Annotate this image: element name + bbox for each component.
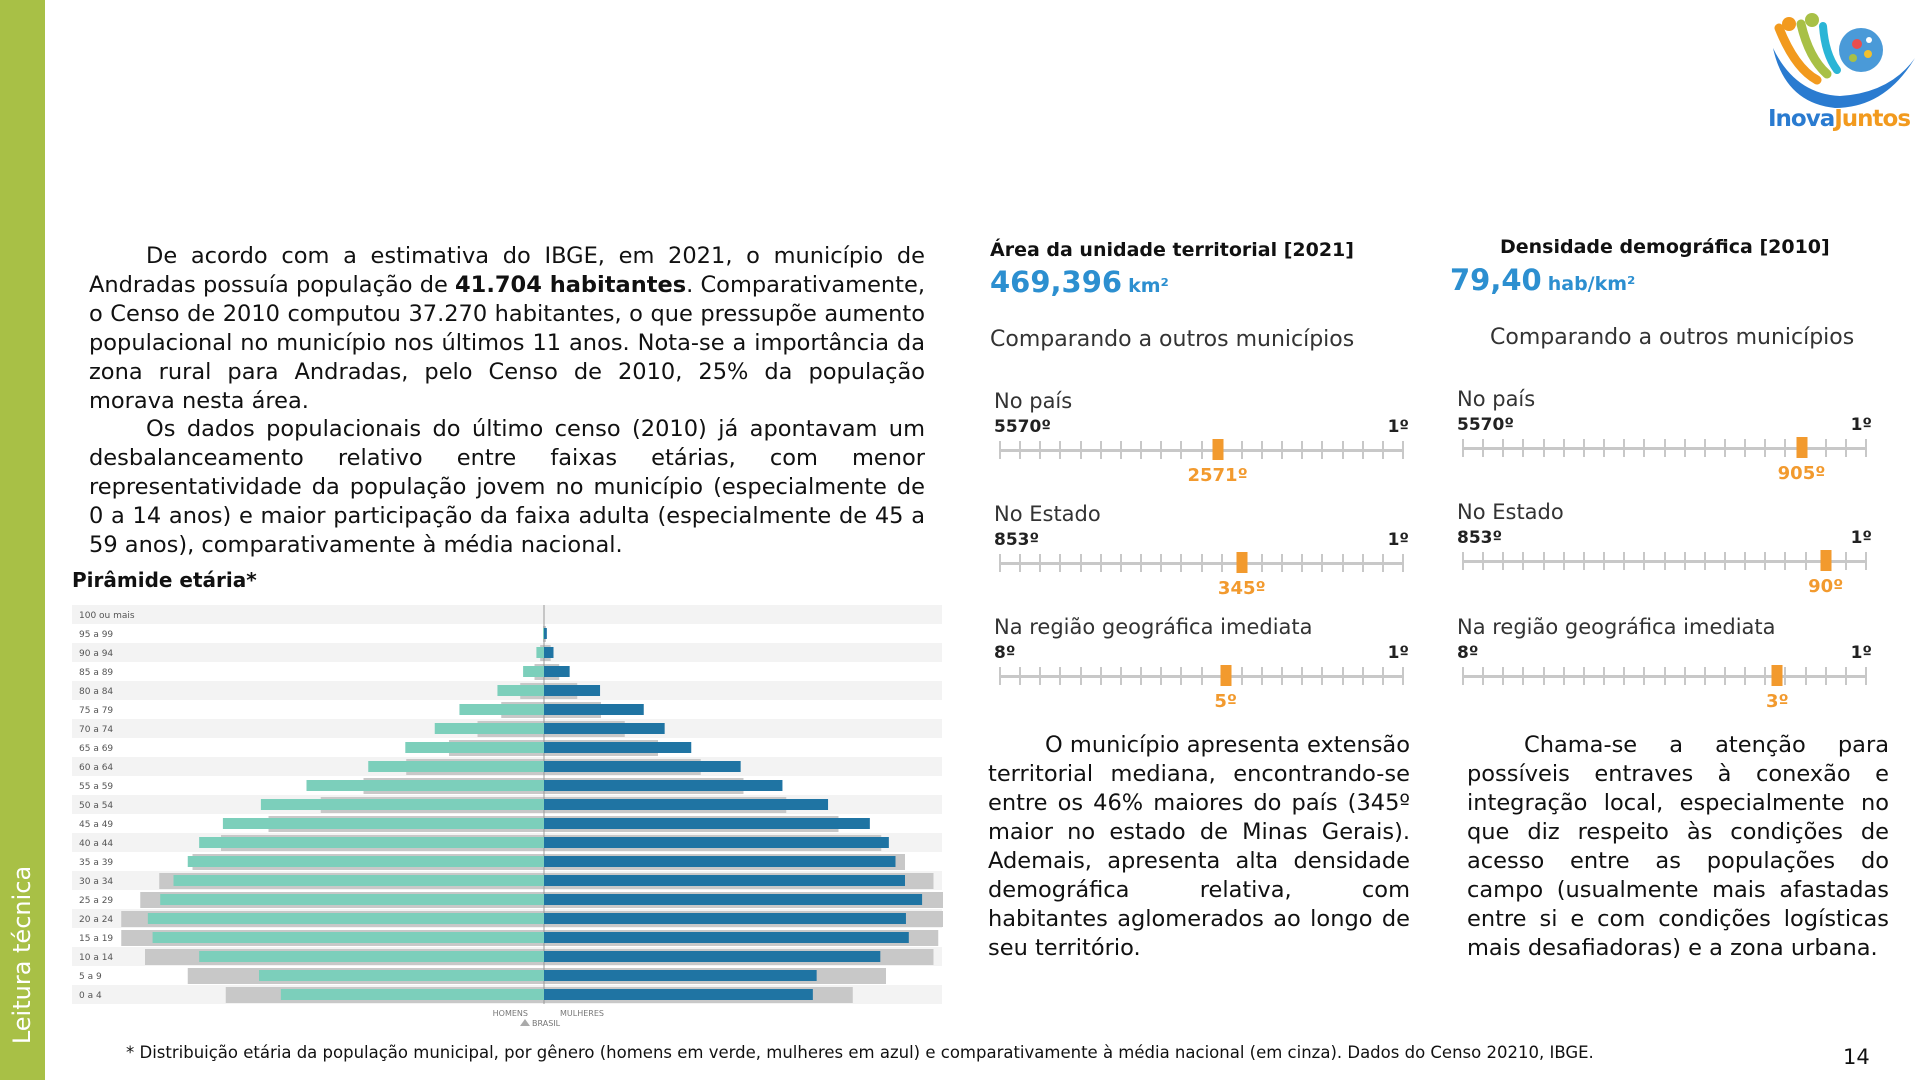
ranking-tick [1281,667,1283,685]
logo-text: InovaJuntos [1768,106,1911,132]
pyramid-men-bar [435,723,544,734]
ranking-tick [1301,667,1303,685]
ranking-tick [1543,667,1545,685]
ranking-high: 1º [1387,530,1409,550]
ranking-tick [1805,552,1807,570]
ranking-low: 853º [1457,528,1503,548]
ranking-high: 1º [1387,417,1409,437]
pyramid-women-bar [544,951,880,962]
pyramid-men-bar [160,894,544,905]
pyramid-men-bar [523,666,544,677]
ranking-tick [1764,667,1766,685]
ranking-high: 1º [1387,643,1409,663]
ranking-tick [1482,667,1484,685]
ranking-tick [1865,552,1867,570]
ranking-tick [1563,667,1565,685]
ranking-tick [1301,441,1303,459]
pyramid-age-label: 95 a 99 [79,630,114,640]
density-ranking-1 [1457,387,1872,487]
ranking-tick [1241,441,1243,459]
pyramid-legend-brasil-marker [520,1019,530,1026]
ranking-tick [1563,439,1565,457]
area-title: Área da unidade territorial [2021] [990,239,1354,261]
ranking-marker [1220,665,1231,686]
pyramid-men-bar [459,704,544,715]
ranking-low: 5570º [1457,415,1514,435]
ranking-tick [1583,667,1585,685]
pyramid-women-bar [544,704,644,715]
ranking-tick [1664,667,1666,685]
ranking-tick [1643,667,1645,685]
ranking-tick [999,667,1001,685]
pyramid-men-bar [148,913,544,924]
pyramid-age-label: 85 a 89 [79,668,114,678]
ranking-tick [1160,667,1162,685]
ranking-tick [1744,439,1746,457]
ranking-tick [1522,552,1524,570]
ranking-tick [1784,667,1786,685]
pyramid-women-bar [544,628,547,639]
pyramid-age-label: 55 a 59 [79,782,114,792]
pyramid-women-bar [544,875,905,886]
ranking-tick [1039,554,1041,572]
ranking-tick [1462,667,1464,685]
pyramid-women-bar [544,742,691,753]
density-paragraph: Chama-se a atenção para possíveis entraves à conexão e integração local, especialmente no que diz respeito às condições de acesso entre as populações do campo (usualmente mais afastadas entre si e com condições logísticas mais desafiadoras) e a zona urbana. [1467,732,1889,961]
pyramid-women-bar [544,989,813,1000]
ranking-tick [1502,439,1504,457]
ranking-tick [1080,667,1082,685]
ranking-tick [1342,441,1344,459]
pyramid-women-bar [544,856,896,867]
ranking-marker [1820,550,1831,571]
density-ranking-3 [1457,615,1872,715]
footnote: * Distribuição etária da população municipal, por gênero (homens em verde, mulheres em azul) e comparativamente à média nacional (em cinza). Dados do Censo 20210, IBGE. [126,1043,1594,1062]
ranking-tick [1382,441,1384,459]
ranking-label: No Estado [1457,500,1564,524]
ranking-label: No país [994,389,1073,413]
ranking-tick [1623,439,1625,457]
ranking-tick [1039,667,1041,685]
ranking-tick [1845,552,1847,570]
pyramid-women-bar [544,799,828,810]
ranking-tick [1362,441,1364,459]
ranking-marker [1796,437,1807,458]
pyramid-legend-women: MULHERES [560,1009,604,1018]
ranking-tick [1241,667,1243,685]
ranking-tick [1140,667,1142,685]
ranking-tick [1543,439,1545,457]
ranking-tick [1301,554,1303,572]
ranking-value: 3º [1765,691,1789,712]
pyramid-women-bar [544,970,817,981]
ranking-tick [1100,441,1102,459]
area-ranking-2 [994,502,1409,602]
pyramid-women-bar [544,818,870,829]
ranking-tick [1140,554,1142,572]
ranking-high: 1º [1850,415,1872,435]
ranking-value: 90º [1808,576,1844,597]
ranking-tick [1201,554,1203,572]
ranking-label: Na região geográfica imediata [994,615,1313,639]
density-compare-label: Comparando a outros municípios [1490,325,1855,350]
pyramid-age-label: 90 a 94 [79,649,114,659]
population-pyramid [72,600,942,1028]
ranking-tick [1704,667,1706,685]
ranking-tick [1764,552,1766,570]
ranking-marker [1772,665,1783,686]
ranking-tick [1281,554,1283,572]
pyramid-women-bar [544,837,889,848]
ranking-tick [1160,554,1162,572]
ranking-tick [1724,439,1726,457]
ranking-tick [1120,554,1122,572]
ranking-tick [1281,441,1283,459]
pyramid-men-bar [153,932,544,943]
ranking-tick [1382,667,1384,685]
ranking-tick [1140,441,1142,459]
pyramid-age-label: 30 a 34 [79,877,114,887]
ranking-tick [1321,667,1323,685]
area-ranking-1 [994,389,1409,489]
pyramid-row-bg [72,643,942,662]
ranking-tick [1502,667,1504,685]
ranking-tick [1805,667,1807,685]
area-paragraph: O município apresenta extensão territorial mediana, encontrando-se entre os 46% maiores do país (345º maior no estado de Minas Gerais). Ademais, apresenta alta densidade demográfica relativa, com habitantes aglomerados ao longo de seu território. [988,732,1410,961]
area-compare-label: Comparando a outros municípios [990,327,1355,352]
pyramid-men-bar [497,685,544,696]
ranking-tick [1201,667,1203,685]
ranking-tick [1362,554,1364,572]
pyramid-men-bar [174,875,545,886]
ranking-value: 2571º [1187,465,1248,486]
ranking-tick [1522,667,1524,685]
ranking-tick [1402,554,1404,572]
pyramid-age-label: 5 a 9 [79,972,102,982]
ranking-tick [1321,554,1323,572]
ranking-tick [1382,554,1384,572]
pyramid-age-label: 75 a 79 [79,706,114,716]
ranking-tick [1462,439,1464,457]
pyramid-legend-brasil: BRASIL [532,1019,561,1028]
ranking-tick [1180,441,1182,459]
pyramid-age-label: 45 a 49 [79,820,114,830]
ranking-tick [1784,552,1786,570]
ranking-tick [1019,667,1021,685]
ranking-tick [1825,439,1827,457]
density-title: Densidade demográfica [2010] [1500,236,1830,258]
ranking-tick [1522,439,1524,457]
ranking-high: 1º [1850,643,1872,663]
pyramid-legend-men: HOMENS [492,1009,528,1018]
pyramid-men-bar [261,799,544,810]
pyramid-row-bg [72,605,942,624]
ranking-tick [1583,552,1585,570]
page-number: 14 [1843,1045,1870,1069]
ranking-low: 8º [994,643,1016,663]
pyramid-age-label: 40 a 44 [79,839,114,849]
ranking-tick [1100,554,1102,572]
pyramid-title: Pirâmide etária* [72,568,257,592]
ranking-tick [1342,554,1344,572]
ranking-tick [1724,667,1726,685]
pyramid-age-label: 35 a 39 [79,858,114,868]
ranking-tick [1502,552,1504,570]
ranking-tick [1643,552,1645,570]
ranking-tick [1221,554,1223,572]
ranking-tick [1019,554,1021,572]
pyramid-women-bar [544,685,600,696]
pyramid-age-label: 100 ou mais [79,611,135,621]
ranking-tick [1744,552,1746,570]
ranking-tick [1825,667,1827,685]
ranking-tick [1684,552,1686,570]
ranking-tick [1664,439,1666,457]
pyramid-men-bar [307,780,545,791]
density-value: 79,40 hab/km² [1450,263,1636,297]
ranking-tick [1462,552,1464,570]
pyramid-age-label: 20 a 24 [79,915,114,925]
ranking-tick [1764,439,1766,457]
ranking-tick [999,554,1001,572]
ranking-tick [1080,441,1082,459]
ranking-tick [1603,439,1605,457]
pyramid-age-label: 65 a 69 [79,744,114,754]
area-value: 469,396 km² [990,265,1169,299]
ranking-tick [1180,667,1182,685]
pyramid-age-label: 60 a 64 [79,763,114,773]
ranking-tick [1362,667,1364,685]
ranking-low: 8º [1457,643,1479,663]
ranking-tick [1724,552,1726,570]
ranking-tick [1543,552,1545,570]
ranking-value: 5º [1214,691,1238,712]
pyramid-men-bar [199,837,544,848]
ranking-tick [1664,552,1666,570]
pyramid-women-bar [544,761,741,772]
pyramid-men-bar [199,951,544,962]
pyramid-women-bar [544,913,906,924]
ranking-tick [1321,441,1323,459]
pyramid-men-bar [223,818,544,829]
pyramid-women-bar [544,780,782,791]
ranking-tick [1865,439,1867,457]
ranking-low: 5570º [994,417,1051,437]
ranking-tick [1482,552,1484,570]
ranking-tick [1603,552,1605,570]
pyramid-age-label: 25 a 29 [79,896,114,906]
ranking-label: No Estado [994,502,1101,526]
pyramid-age-label: 10 a 14 [79,953,114,963]
intro-paragraph-1: De acordo com a estimativa do IBGE, em 2021, o município de Andradas possuía população de 41.704 habitantes. Comparativamente, o Censo de 2010 computou 37.270 habitantes, o que pressupõe aumento populacional no município nos últimos 11 anos. Nota-se a importância da zona rural para Andradas, pelo Censo de 2010, 25% da população morava nesta área. [89,243,925,414]
section-label: Leitura técnica [8,865,36,1045]
pyramid-age-label: 50 a 54 [79,801,114,811]
ranking-tick [1845,439,1847,457]
pyramid-women-bar [544,666,570,677]
ranking-marker [1212,439,1223,460]
pyramid-men-bar [543,628,544,639]
pyramid-age-label: 70 a 74 [79,725,114,735]
ranking-tick [1039,441,1041,459]
ranking-tick [1019,441,1021,459]
ranking-tick [1120,441,1122,459]
pyramid-women-bar [544,723,665,734]
ranking-tick [1623,552,1625,570]
ranking-tick [1704,439,1706,457]
ranking-tick [1684,667,1686,685]
ranking-tick [1100,667,1102,685]
pyramid-men-bar [259,970,544,981]
intro-paragraph-2: Os dados populacionais do último censo (2010) já apontavam um desbalanceamento relativo entre faixas etárias, com menor representatividade da população jovem no município (especialmente de 0 a 14 anos) e maior participação da faixa adulta (especialmente de 45 a 59 anos), comparativamente à média nacional. [89,416,925,558]
pyramid-women-bar [544,894,922,905]
ranking-tick [1080,554,1082,572]
ranking-tick [1180,554,1182,572]
ranking-tick [1583,439,1585,457]
ranking-tick [1684,439,1686,457]
ranking-tick [1744,667,1746,685]
ranking-label: Na região geográfica imediata [1457,615,1776,639]
pyramid-age-label: 80 a 84 [79,687,114,697]
ranking-tick [1261,441,1263,459]
ranking-tick [1120,667,1122,685]
ranking-tick [999,441,1001,459]
ranking-tick [1261,554,1263,572]
ranking-tick [1201,441,1203,459]
ranking-tick [1402,441,1404,459]
ranking-value: 345º [1217,578,1266,599]
pyramid-men-bar [368,761,544,772]
pyramid-women-bar [544,647,554,658]
ranking-tick [1482,439,1484,457]
ranking-tick [1784,439,1786,457]
ranking-tick [1160,441,1162,459]
density-ranking-2 [1457,500,1872,600]
pyramid-men-bar [188,856,544,867]
ranking-marker [1236,552,1247,573]
pyramid-men-bar [536,647,544,658]
area-ranking-3 [994,615,1409,715]
pyramid-men-bar [281,989,544,1000]
ranking-tick [1059,441,1061,459]
ranking-tick [1643,439,1645,457]
ranking-high: 1º [1850,528,1872,548]
ranking-label: No país [1457,387,1536,411]
pyramid-age-label: 0 a 4 [79,991,102,1001]
ranking-low: 853º [994,530,1040,550]
pyramid-women-bar [544,932,909,943]
pyramid-men-bar [405,742,544,753]
ranking-tick [1261,667,1263,685]
ranking-tick [1603,667,1605,685]
ranking-tick [1704,552,1706,570]
ranking-value: 905º [1777,463,1826,484]
ranking-tick [1623,667,1625,685]
ranking-tick [1845,667,1847,685]
ranking-tick [1059,554,1061,572]
ranking-tick [1865,667,1867,685]
ranking-tick [1563,552,1565,570]
pyramid-age-label: 15 a 19 [79,934,114,944]
ranking-tick [1342,667,1344,685]
ranking-tick [1402,667,1404,685]
ranking-tick [1059,667,1061,685]
